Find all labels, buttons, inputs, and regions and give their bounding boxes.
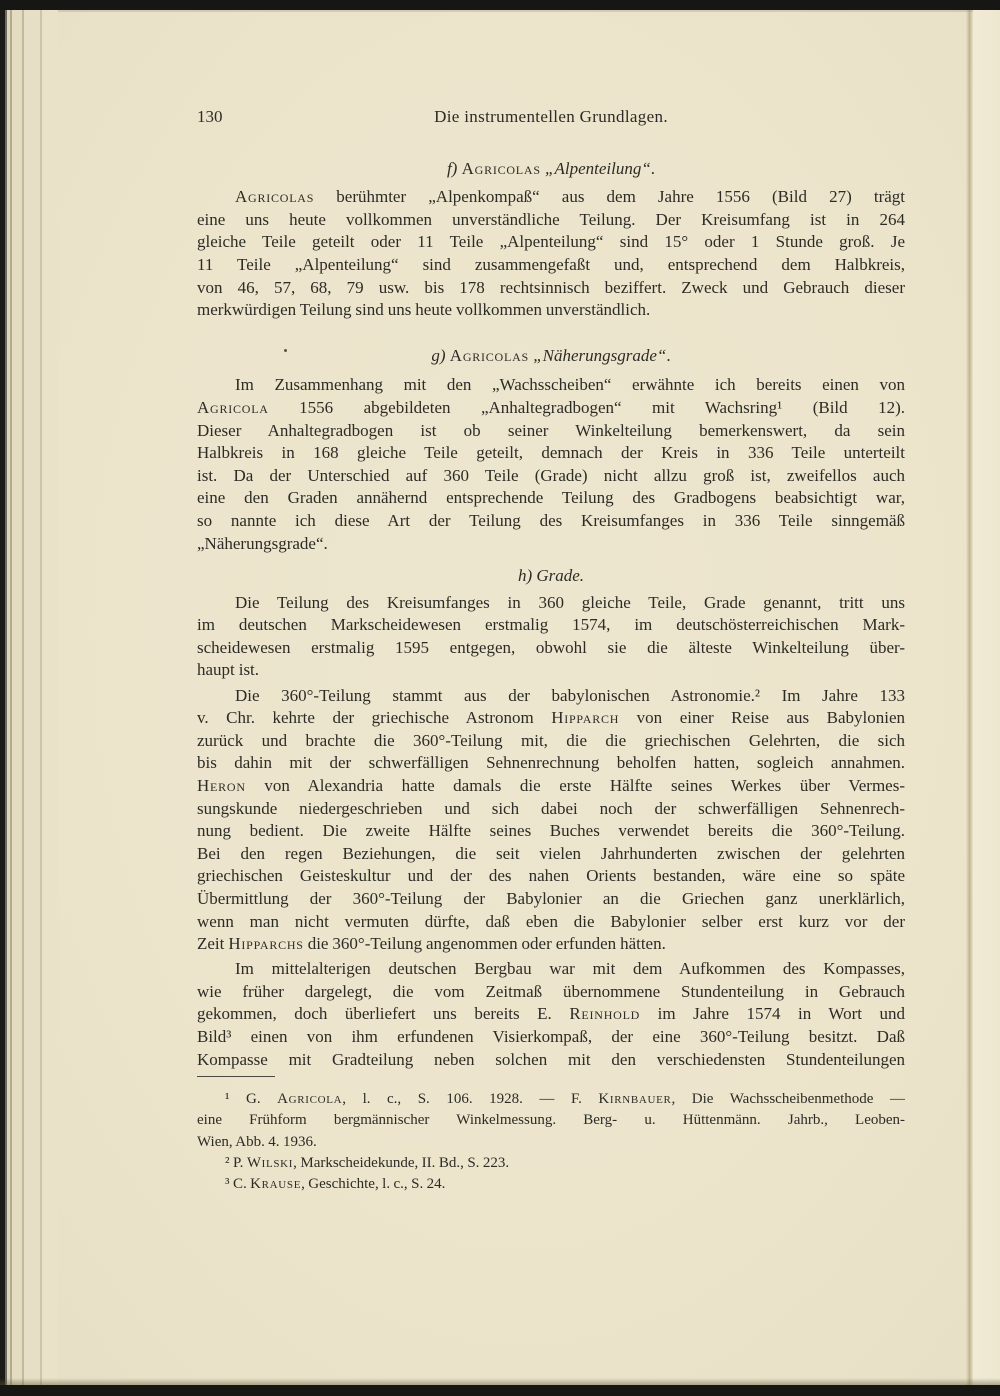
text-line: Kompasse mit Gradteilung neben solchen mit den verschiedensten Stundenteilungen bbox=[197, 1049, 905, 1069]
footnote-line: Wien, Abb. 4. 1936. bbox=[197, 1133, 317, 1150]
text-line: Dieser Anhaltegradbogen ist ob seiner Winkelteilung bemerkenswert, da sein bbox=[197, 420, 905, 440]
small-caps-name: Wilski bbox=[246, 1155, 294, 1172]
paragraph bbox=[197, 374, 905, 555]
text-line: Agricolas berühmter „Alpenkompaß“ aus dem Jahre 1556 (Bild 27) trägt bbox=[235, 187, 905, 207]
text-line: bis dahin mit der schwerfälligen Sehnenrechnung beholfen hatten, sogleich annahmen. bbox=[197, 753, 905, 773]
text-line: so nannte ich diese Art der Teilung des Kreisumfanges in 336 Teile sinngemäß bbox=[197, 510, 905, 530]
page-bottom-shadow bbox=[0, 1378, 1000, 1385]
text-line: Die 360°-Teilung stammt aus der babylonischen Astronomie.² Im Jahre 133 bbox=[235, 685, 905, 705]
text-line: Im mittelalterigen deutschen Bergbau war mit dem Aufkommen des Kompasses, bbox=[235, 959, 905, 979]
text-line: nung bedient. Die zweite Hälfte seines Buches verwendet bereits die 360°-Teilung. bbox=[197, 821, 905, 841]
text-line: im deutschen Markscheidewesen erstmalig 1574, im deutschösterreichischen Mark- bbox=[197, 615, 905, 635]
paragraph bbox=[197, 685, 905, 956]
section-heading: h) Grade. bbox=[517, 566, 585, 586]
text-line: „Näherungsgrade“. bbox=[197, 533, 328, 553]
scan-bottom-border bbox=[0, 1385, 1000, 1396]
footnote bbox=[197, 1153, 905, 1174]
footnote-line: ² P. Wilski, Markscheidekunde, II. Bd., S. 223. bbox=[225, 1155, 510, 1172]
page-number: 130 bbox=[197, 107, 223, 126]
page-fold-crease bbox=[966, 10, 973, 1385]
text-line: Übermittlung der 360°-Teilung der Babylonier an die Griechen ganz unerklärlich, bbox=[197, 888, 905, 908]
small-caps-name: Agricolas bbox=[461, 158, 541, 178]
section-heading: f) Agricolas „Alpenteilung“. bbox=[446, 158, 656, 178]
text-block bbox=[197, 106, 905, 1196]
small-caps-name: Hipparchs bbox=[228, 934, 304, 954]
text-line: griechischen Geisteskultur und der des nahen Orients bestanden, wäre eine so späte bbox=[197, 866, 905, 886]
text-line: gleiche Teile geteilt oder 11 Teile „Alpenteilung“ sind 15° oder 1 Stunde groß. Je bbox=[197, 232, 905, 252]
footnote bbox=[197, 1089, 905, 1153]
text-line: wie früher dargelegt, die vom Zeitmaß übernommene Stundenteilung in Gebrauch bbox=[197, 981, 905, 1001]
text-line: scheidewesen erstmalig 1595 entgegen, obwohl sie die älteste Winkelteilung über- bbox=[197, 637, 905, 657]
text-line: v. Chr. kehrte der griechische Astronom Hipparch von einer Reise aus Babylonien bbox=[197, 708, 905, 728]
footnote bbox=[197, 1174, 905, 1195]
body-blocks bbox=[197, 158, 905, 1072]
text-line: Zeit Hipparchs die 360°-Teilung angenommen oder erfunden hätten. bbox=[197, 934, 666, 954]
text-line: Bei den regen Beziehungen, die seit vielen Jahrhunderten zwischen der gelehrten bbox=[197, 843, 905, 863]
small-caps-name: Krause bbox=[250, 1176, 302, 1193]
text-line: 11 Teile „Alpenteilung“ sind zusammengefaßt und, entsprechend dem Halbkreis, bbox=[197, 254, 905, 274]
text-line: sungskunde niedergeschrieben und sich dabei noch der schwerfälligen Sehnenrech- bbox=[197, 798, 905, 818]
footnotes bbox=[197, 1089, 905, 1195]
book-page-edges-left bbox=[0, 10, 58, 1385]
text-line: wenn man nicht vermuten dürfte, daß eben die Babylonier selber erst kurz vor der bbox=[197, 911, 905, 931]
paragraph bbox=[197, 958, 905, 1071]
small-caps-name: Reinhold bbox=[569, 1004, 641, 1024]
footnote-line: ³ C. Krause, Geschichte, l. c., S. 24. bbox=[225, 1176, 446, 1193]
next-page-edge bbox=[973, 10, 1000, 1385]
text-line: Die Teilung des Kreisumfanges in 360 gleiche Teile, Grade genannt, tritt uns bbox=[235, 592, 905, 612]
scan-top-border bbox=[0, 0, 1000, 10]
running-head: Die instrumentellen Grundlagen. bbox=[434, 107, 668, 126]
section-heading: g) Agricolas „Näherungsgrade“. bbox=[431, 345, 671, 365]
text-line: Bild³ einen von ihm erfundenen Visierkompaß, der eine 360°-Teilung besitzt. Daß bbox=[197, 1026, 905, 1046]
paragraph bbox=[197, 186, 905, 322]
small-caps-name: Kirnbauer bbox=[598, 1091, 672, 1108]
small-caps-name: Hipparch bbox=[551, 708, 620, 728]
text-line: eine uns heute vollkommen unverständliche Teilung. Der Kreisumfang ist in 264 bbox=[197, 209, 905, 229]
small-caps-name: Agricola bbox=[277, 1091, 343, 1108]
text-line: von 46, 57, 68, 79 usw. bis 178 rechtsinnisch beziffert. Zweck und Gebrauch dieser bbox=[197, 277, 905, 297]
small-caps-name: Heron bbox=[197, 775, 246, 795]
small-caps-name: Agricolas bbox=[449, 345, 529, 365]
text-line: gekommen, doch überliefert uns bereits E. Reinhold im Jahre 1574 in Wort und bbox=[197, 1004, 905, 1024]
footnote-line: eine Frühform bergmännischer Winkelmessung. Berg- u. Hüttenmänn. Jahrb., Leoben- bbox=[197, 1112, 905, 1129]
text-line: eine den Graden annähernd entsprechende Teilung des Gradbogens beabsichtigt war, bbox=[197, 488, 905, 508]
paragraph bbox=[197, 592, 905, 682]
small-caps-name: Agricola bbox=[197, 397, 269, 417]
page-header bbox=[197, 106, 905, 129]
footnote-rule bbox=[197, 1076, 275, 1077]
text-line: Im Zusammenhang mit den „Wachsscheiben“ erwähnte ich bereits einen von bbox=[235, 375, 905, 395]
text-line: Halbkreis in 168 gleiche Teile geteilt, demnach der Kreis in 336 Teile unterteilt bbox=[197, 443, 905, 463]
page-top-edge-highlight bbox=[0, 10, 1000, 12]
footnote-line: ¹ G. Agricola, l. c., S. 106. 1928. — F. Kirnbauer, Die Wachsscheibenmethode — bbox=[225, 1091, 905, 1108]
small-caps-name: Agricolas bbox=[235, 187, 315, 207]
text-line: Agricola 1556 abgebildeten „Anhaltegradbogen“ mit Wachsring¹ (Bild 12). bbox=[197, 397, 905, 417]
text-line: merkwürdigen Teilung sind uns heute vollkommen unverständlich. bbox=[197, 300, 651, 320]
text-line: Heron von Alexandria hatte damals die erste Hälfte seines Werkes über Vermes- bbox=[197, 775, 905, 795]
text-line: ist. Da der Unterschied auf 360 Teile (Grade) nicht allzu groß ist, zweifellos auch bbox=[197, 465, 905, 485]
text-line: zurück und brachte die 360°-Teilung mit, die die griechischen Gelehrten, die sich bbox=[197, 730, 905, 750]
text-line: haupt ist. bbox=[197, 660, 260, 680]
